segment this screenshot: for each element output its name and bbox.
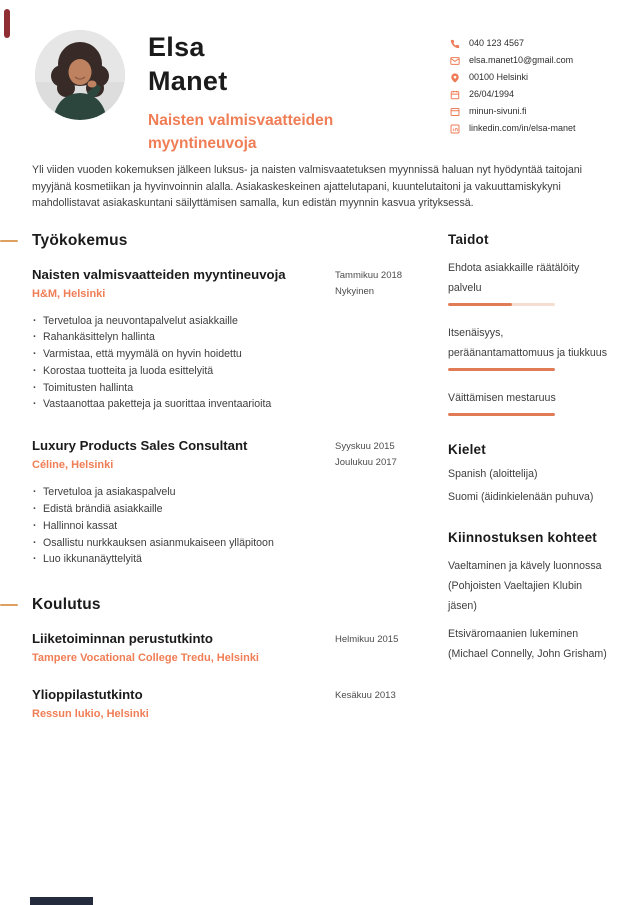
- location-icon: [450, 73, 460, 83]
- experience-heading: Työkokemus: [32, 232, 432, 250]
- skill-item: [448, 388, 610, 416]
- languages-section: [448, 442, 610, 504]
- job-title: Naisten valmisvaatteiden myyntineuvoja: [32, 266, 286, 282]
- job-company: H&M, Helsinki: [32, 287, 106, 300]
- main-columns: [32, 232, 610, 743]
- skill-item: [448, 258, 610, 306]
- job-dates: [335, 266, 432, 300]
- skill-label: Väittämisen mestaruus: [448, 391, 556, 404]
- contact-row-email: [450, 55, 576, 66]
- interest-item: Etsiväromaanien lukeminen (Michael Connelly, John Grisham): [448, 627, 607, 660]
- job-company: Céline, Helsinki: [32, 459, 114, 472]
- contact-row-website: [450, 106, 576, 117]
- language-item: Suomi (äidinkielenään puhuva): [448, 490, 594, 503]
- bullet-item: · Rahankäsittelyn hallinta: [32, 329, 432, 346]
- job-headline: Naisten valmisvaatteiden myyntineuvoja: [148, 112, 334, 152]
- section-dash-icon: [0, 604, 18, 606]
- bullet-item: · Tervetuloa ja neuvontapalvelut asiakkaille: [32, 313, 432, 330]
- left-column: [32, 232, 432, 743]
- contact-row-birthdate: [450, 89, 576, 100]
- contact-row-phone: [450, 38, 576, 49]
- first-name: Elsa: [148, 32, 205, 62]
- email-icon: [450, 56, 460, 66]
- education-entry: [32, 630, 432, 664]
- skill-progress-bar: [448, 368, 555, 371]
- skill-item: [448, 323, 610, 371]
- skills-section: [448, 232, 610, 416]
- job-entry: [32, 266, 432, 414]
- section-dash-icon: [0, 240, 18, 242]
- website-value[interactable]: minun-sivuni.fi: [469, 106, 527, 116]
- language-item: Spanish (aloittelija): [448, 467, 538, 480]
- bullet-item: · Hallinnoi kassat: [32, 518, 432, 535]
- job-date-end: Joulukuu 2017: [335, 457, 397, 469]
- job-entry: [32, 437, 432, 568]
- bottom-left-accent-bar: [30, 897, 93, 905]
- bullet-item: · Korostaa tuotteita ja luoda esittelyitä: [32, 363, 432, 380]
- degree-title: Liiketoiminnan perustutkinto: [32, 631, 213, 647]
- contact-row-address: [450, 72, 576, 83]
- skill-progress-bar: [448, 413, 555, 416]
- email-value[interactable]: elsa.manet10@gmail.com: [469, 55, 574, 65]
- bullet-item: · Varmistaa, että myymälä on hyvin hoidettu: [32, 346, 432, 363]
- experience-section: [32, 232, 432, 569]
- skills-heading: Taidot: [448, 231, 489, 247]
- skill-progress-fill: [448, 303, 512, 306]
- education-entry: [32, 686, 432, 720]
- education-section: [32, 596, 432, 720]
- bullet-item: · Luo ikkunanäyttelyitä: [32, 551, 432, 568]
- school-name: Tampere Vocational College Tredu, Helsinki: [32, 652, 259, 665]
- address-value: 00100 Helsinki: [469, 72, 529, 82]
- job-dates: [335, 437, 432, 471]
- right-column: [448, 232, 610, 743]
- job-title: Luxury Products Sales Consultant: [32, 438, 248, 454]
- skill-label: Ehdota asiakkaille räätälöity palvelu: [448, 261, 580, 294]
- job-header: [32, 266, 432, 300]
- phone-icon: [450, 39, 460, 49]
- website-icon: [450, 107, 460, 117]
- avatar-portrait-illustration: [35, 30, 125, 120]
- birthdate-value: 26/04/1994: [469, 89, 515, 99]
- job-date-start: Tammikuu 2018: [335, 269, 403, 281]
- contact-info: [450, 38, 576, 140]
- linkedin-value[interactable]: linkedin.com/in/elsa-manet: [469, 123, 576, 133]
- skill-label: Itsenäisyys, peräänantamattomuus ja tiukkuus: [448, 326, 607, 359]
- skill-progress-fill: [448, 368, 555, 371]
- job-bullet-list: [32, 484, 432, 568]
- bullet-item: · Toimitusten hallinta: [32, 380, 432, 397]
- bullet-item: · Tervetuloa ja asiakaspalvelu: [32, 484, 432, 501]
- contact-row-linkedin: [450, 123, 576, 134]
- bullet-item: · Osallistu nurkkauksen asianmukaiseen ylläpitoon: [32, 535, 432, 552]
- avatar: [35, 30, 125, 120]
- education-date: Kesäkuu 2013: [335, 690, 396, 702]
- phone-value: 040 123 4567: [469, 38, 525, 48]
- calendar-icon: [450, 90, 460, 100]
- job-header: [32, 437, 432, 471]
- profile-summary: Yli viiden vuoden kokemuksen jälkeen luksus- ja naisten valmisvaatetuksen myynnissä haluan nyt hyödyntää taitojani myyjänä kosmetiikan ja hyvinvoinnin alalla. Asiakaskeskeinen ajattelutapani, kuuntelutaitoni ja vakuuttamiskykyni mahdollistavat asiakaskuntani säilyttämisen samalla, kun edistän myynnin kasvua yrityksessä.: [32, 164, 583, 209]
- job-date-start: Syyskuu 2015: [335, 441, 395, 453]
- skill-progress-fill: [448, 413, 555, 416]
- interests-heading: Kiinnostuksen kohteet: [448, 529, 597, 545]
- degree-title: Ylioppilastutkinto: [32, 687, 143, 703]
- linkedin-icon: [450, 124, 460, 134]
- resume-header: [0, 0, 640, 158]
- bullet-item: · Vastaanottaa paketteja ja suorittaa inventaarioita: [32, 396, 432, 413]
- education-heading: Koulutus: [32, 596, 432, 614]
- languages-heading: Kielet: [448, 441, 486, 457]
- education-date: Helmikuu 2015: [335, 634, 399, 646]
- last-name: Manet: [148, 66, 228, 96]
- job-date-end: Nykyinen: [335, 285, 375, 297]
- job-bullet-list: [32, 313, 432, 414]
- interest-item: Vaeltaminen ja kävely luonnossa (Pohjoisten Vaeltajien Klubin jäsen): [448, 559, 602, 612]
- name-block: [148, 30, 378, 155]
- interests-section: [448, 530, 610, 664]
- bullet-item: · Edistä brändiä asiakkaille: [32, 501, 432, 518]
- school-name: Ressun lukio, Helsinki: [32, 708, 149, 721]
- skill-progress-bar: [448, 303, 555, 306]
